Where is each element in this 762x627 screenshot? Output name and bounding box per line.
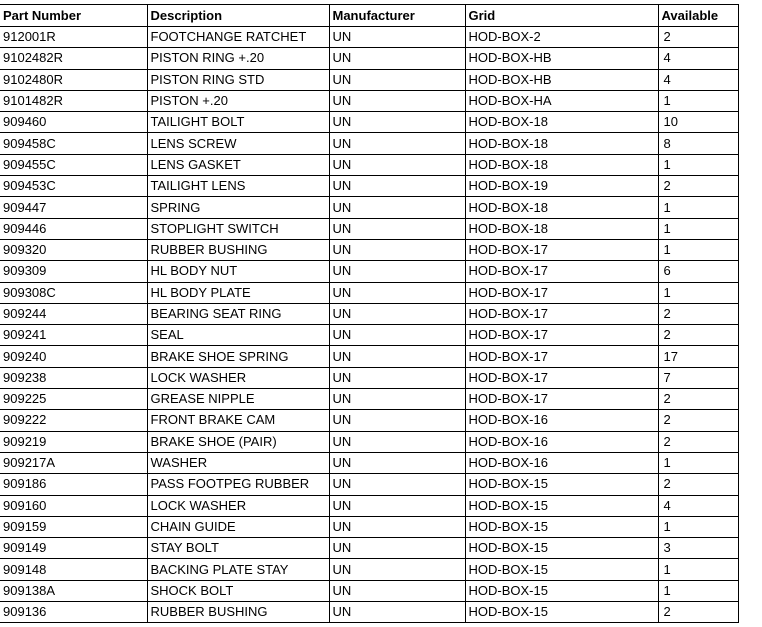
manufacturer-cell: UN [329,474,465,495]
part-number-cell: 909149 [0,538,147,559]
available-cell: 2 [658,474,738,495]
available-cell: 1 [658,559,738,580]
table-row [0,495,738,516]
table-row [0,154,738,175]
table-row [0,516,738,537]
manufacturer-cell: UN [329,27,465,48]
available-cell: 2 [658,303,738,324]
available-cell: 1 [658,154,738,175]
table-row [0,218,738,239]
description-cell: GREASE NIPPLE [147,389,329,410]
description-cell: RUBBER BUSHING [147,602,329,623]
table-row [0,410,738,431]
description-cell: FRONT BRAKE CAM [147,410,329,431]
grid-cell: HOD-BOX-HB [465,69,658,90]
grid-cell: HOD-BOX-19 [465,176,658,197]
part-number-cell: 909219 [0,431,147,452]
available-cell: 6 [658,261,738,282]
available-cell: 1 [658,282,738,303]
table-row [0,367,738,388]
table-row [0,431,738,452]
available-cell: 1 [658,197,738,218]
grid-cell: HOD-BOX-15 [465,516,658,537]
manufacturer-cell: UN [329,69,465,90]
description-cell: PASS FOOTPEG RUBBER [147,474,329,495]
description-cell: STAY BOLT [147,538,329,559]
manufacturer-cell: UN [329,389,465,410]
part-number-cell: 909455C [0,154,147,175]
header-manufacturer: Manufacturer [329,5,465,27]
part-number-cell: 909446 [0,218,147,239]
description-cell: LENS GASKET [147,154,329,175]
grid-cell: HOD-BOX-17 [465,303,658,324]
manufacturer-cell: UN [329,452,465,473]
description-cell: PISTON RING +.20 [147,48,329,69]
table-body [0,27,738,623]
description-cell: RUBBER BUSHING [147,239,329,260]
available-cell: 7 [658,367,738,388]
part-number-cell: 909308C [0,282,147,303]
description-cell: LOCK WASHER [147,495,329,516]
available-cell: 4 [658,495,738,516]
manufacturer-cell: UN [329,261,465,282]
part-number-cell: 912001R [0,27,147,48]
manufacturer-cell: UN [329,303,465,324]
available-cell: 8 [658,133,738,154]
grid-cell: HOD-BOX-17 [465,325,658,346]
table-row [0,112,738,133]
part-number-cell: 909241 [0,325,147,346]
description-cell: BEARING SEAT RING [147,303,329,324]
part-number-cell: 9101482R [0,90,147,111]
part-number-cell: 909138A [0,580,147,601]
description-cell: TAILIGHT LENS [147,176,329,197]
header-description: Description [147,5,329,27]
grid-cell: HOD-BOX-17 [465,367,658,388]
manufacturer-cell: UN [329,176,465,197]
grid-cell: HOD-BOX-16 [465,410,658,431]
available-cell: 4 [658,69,738,90]
grid-cell: HOD-BOX-18 [465,218,658,239]
available-cell: 1 [658,239,738,260]
grid-cell: HOD-BOX-16 [465,431,658,452]
manufacturer-cell: UN [329,346,465,367]
part-number-cell: 909148 [0,559,147,580]
table-row [0,474,738,495]
manufacturer-cell: UN [329,367,465,388]
available-cell: 1 [658,580,738,601]
manufacturer-cell: UN [329,90,465,111]
table-row [0,282,738,303]
manufacturer-cell: UN [329,580,465,601]
description-cell: PISTON RING STD [147,69,329,90]
manufacturer-cell: UN [329,282,465,303]
table-row [0,580,738,601]
description-cell: PISTON +.20 [147,90,329,111]
manufacturer-cell: UN [329,218,465,239]
part-number-cell: 909160 [0,495,147,516]
part-number-cell: 909136 [0,602,147,623]
description-cell: BRAKE SHOE (PAIR) [147,431,329,452]
table-row [0,239,738,260]
available-cell: 10 [658,112,738,133]
part-number-cell: 9102480R [0,69,147,90]
table-row [0,197,738,218]
part-number-cell: 909159 [0,516,147,537]
part-number-cell: 909453C [0,176,147,197]
manufacturer-cell: UN [329,133,465,154]
grid-cell: HOD-BOX-HA [465,90,658,111]
part-number-cell: 909222 [0,410,147,431]
grid-cell: HOD-BOX-15 [465,602,658,623]
available-cell: 2 [658,431,738,452]
manufacturer-cell: UN [329,431,465,452]
manufacturer-cell: UN [329,559,465,580]
available-cell: 1 [658,218,738,239]
available-cell: 2 [658,325,738,346]
grid-cell: HOD-BOX-15 [465,538,658,559]
available-cell: 2 [658,389,738,410]
description-cell: BACKING PLATE STAY [147,559,329,580]
grid-cell: HOD-BOX-15 [465,495,658,516]
manufacturer-cell: UN [329,495,465,516]
part-number-cell: 909309 [0,261,147,282]
description-cell: LOCK WASHER [147,367,329,388]
grid-cell: HOD-BOX-17 [465,389,658,410]
part-number-cell: 9102482R [0,48,147,69]
description-cell: SHOCK BOLT [147,580,329,601]
manufacturer-cell: UN [329,154,465,175]
available-cell: 2 [658,602,738,623]
header-grid: Grid [465,5,658,27]
description-cell: LENS SCREW [147,133,329,154]
available-cell: 1 [658,90,738,111]
table-row [0,133,738,154]
grid-cell: HOD-BOX-17 [465,261,658,282]
description-cell: TAILIGHT BOLT [147,112,329,133]
table-row [0,538,738,559]
header-available: Available [658,5,738,27]
available-cell: 2 [658,176,738,197]
table-row [0,325,738,346]
available-cell: 1 [658,516,738,537]
description-cell: STOPLIGHT SWITCH [147,218,329,239]
available-cell: 2 [658,410,738,431]
part-number-cell: 909225 [0,389,147,410]
header-part-number: Part Number [0,5,147,27]
manufacturer-cell: UN [329,325,465,346]
part-number-cell: 909460 [0,112,147,133]
manufacturer-cell: UN [329,410,465,431]
table-row [0,559,738,580]
part-number-cell: 909458C [0,133,147,154]
table-row [0,261,738,282]
grid-cell: HOD-BOX-17 [465,282,658,303]
description-cell: SEAL [147,325,329,346]
part-number-cell: 909186 [0,474,147,495]
table-row [0,452,738,473]
part-number-cell: 909238 [0,367,147,388]
description-cell: SPRING [147,197,329,218]
description-cell: BRAKE SHOE SPRING [147,346,329,367]
grid-cell: HOD-BOX-18 [465,197,658,218]
parts-inventory-table [0,4,739,623]
table-header-row [0,5,738,27]
grid-cell: HOD-BOX-15 [465,559,658,580]
grid-cell: HOD-BOX-17 [465,239,658,260]
grid-cell: HOD-BOX-HB [465,48,658,69]
description-cell: WASHER [147,452,329,473]
grid-cell: HOD-BOX-16 [465,452,658,473]
grid-cell: HOD-BOX-18 [465,133,658,154]
table-row [0,602,738,623]
manufacturer-cell: UN [329,516,465,537]
available-cell: 3 [658,538,738,559]
table-row [0,346,738,367]
part-number-cell: 909320 [0,239,147,260]
available-cell: 4 [658,48,738,69]
manufacturer-cell: UN [329,602,465,623]
grid-cell: HOD-BOX-15 [465,580,658,601]
grid-cell: HOD-BOX-18 [465,154,658,175]
grid-cell: HOD-BOX-17 [465,346,658,367]
grid-cell: HOD-BOX-18 [465,112,658,133]
manufacturer-cell: UN [329,112,465,133]
manufacturer-cell: UN [329,197,465,218]
manufacturer-cell: UN [329,239,465,260]
table-row [0,27,738,48]
part-number-cell: 909240 [0,346,147,367]
table-row [0,389,738,410]
table-row [0,176,738,197]
table-row [0,48,738,69]
grid-cell: HOD-BOX-2 [465,27,658,48]
grid-cell: HOD-BOX-15 [465,474,658,495]
table-row [0,303,738,324]
part-number-cell: 909244 [0,303,147,324]
available-cell: 17 [658,346,738,367]
available-cell: 2 [658,27,738,48]
part-number-cell: 909217A [0,452,147,473]
manufacturer-cell: UN [329,538,465,559]
description-cell: HL BODY NUT [147,261,329,282]
available-cell: 1 [658,452,738,473]
description-cell: FOOTCHANGE RATCHET [147,27,329,48]
part-number-cell: 909447 [0,197,147,218]
description-cell: CHAIN GUIDE [147,516,329,537]
table-row [0,69,738,90]
description-cell: HL BODY PLATE [147,282,329,303]
table-row [0,90,738,111]
manufacturer-cell: UN [329,48,465,69]
